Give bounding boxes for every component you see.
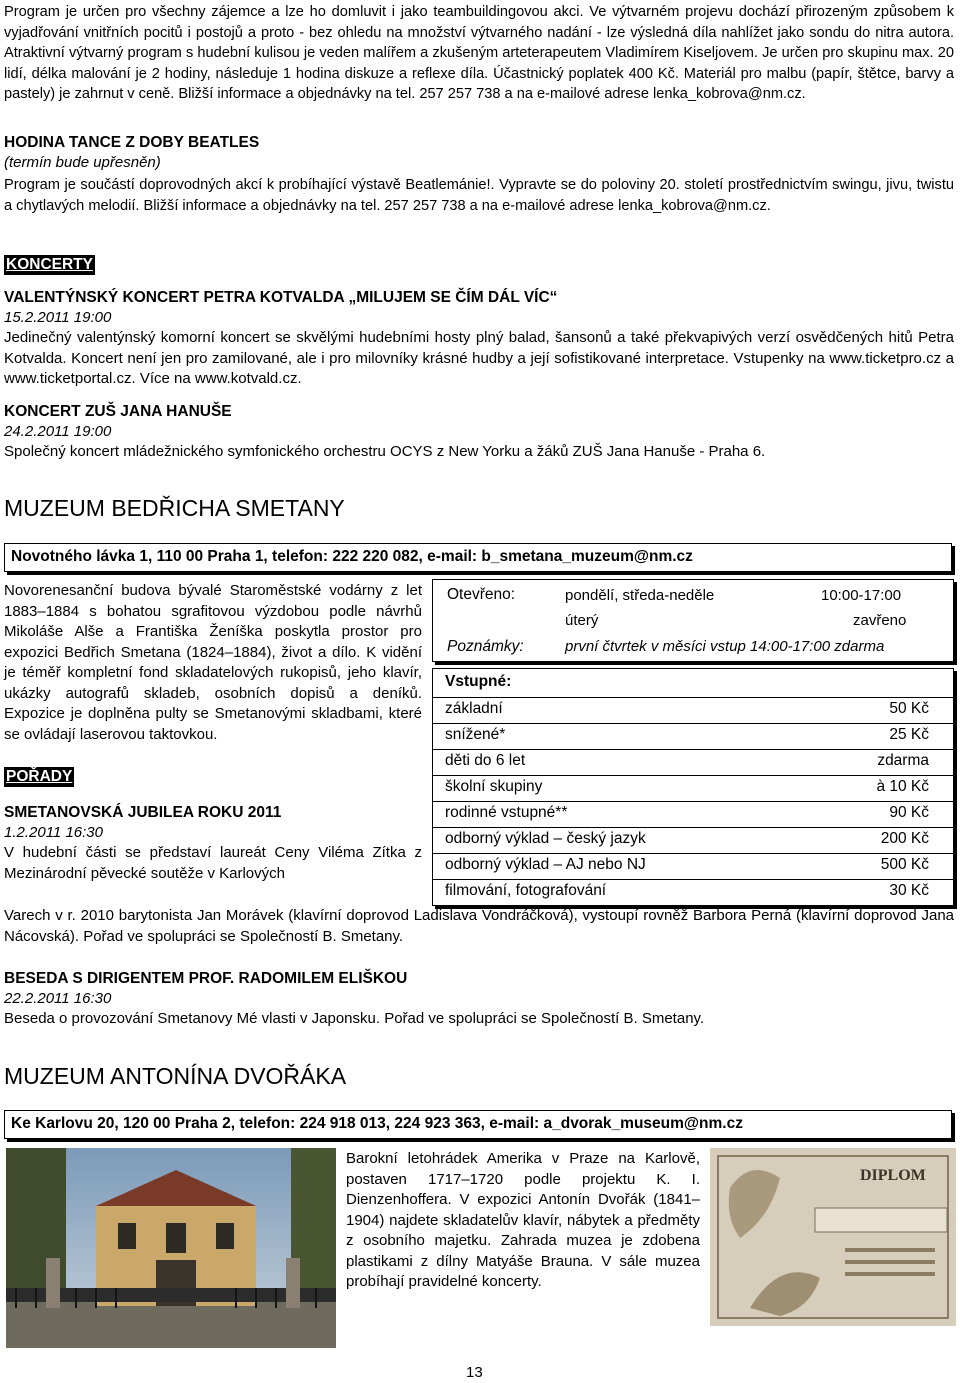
price-row [433,723,953,749]
zus-title: KONCERT ZUŠ JANA HANUŠE [4,403,232,420]
diploma-image [710,1148,956,1326]
admission-price-table [432,668,954,906]
beseda-title: BESEDA S DIRIGENTEM PROF. RADOMILEM ELIŠKOU [4,970,408,987]
price-row-price: zdarma [877,752,929,769]
open-time-1: 10:00-17:00 [821,587,902,604]
price-row [433,775,953,801]
dvorak-address-box [4,1110,952,1139]
beseda-date: 22.2.2011 16:30 [4,990,112,1007]
price-row-name: odborný výklad – český jazyk [445,830,646,847]
price-row-name: základní [445,700,503,717]
smetana-description: Novorenesanční budova bývalé Staroměstské vodárny z let 1883–1884 s bohatou sgrafitovou výzdobou podle návrhů Mikoláše Alše a Františka Ženíška poskytla prostor pro expozici Bedřich Smetana (1824–1884), život a dílo. K vidění je téměř kompletní fond skladatelových rukopisů, jeho klavír, ukázky autografů skladeb, osobních dopisů a deníků. Expozice je doplněna pulty se Smetanovými skladbami, které se ovládají laserovou taktovkou. [4,582,422,743]
jubilea-date: 1.2.2011 16:30 [4,824,103,841]
smetana-description-block [4,581,422,884]
zus-concert [4,402,954,463]
jubilea-continuation [4,906,954,947]
dvorak-address: Ke Karlovu 20, 120 00 Praha 2, telefon: 224 918 013, 224 923 363, e-mail: a_dvorak_museum@nm.cz [11,1115,743,1132]
price-row [433,749,953,775]
smetana-address-box [4,543,952,572]
diploma-heading: DIPLOM [860,1167,926,1184]
price-row-name: školní skupiny [445,778,543,795]
price-row-price: 30 Kč [889,882,929,899]
jubilea-text-left: V hudební části se představí laureát Ceny Viléma Zítka z Mezinárodní pěvecké soutěže v Karlových [4,844,422,882]
koncerty-label: KONCERTY [6,256,93,273]
zus-date: 24.2.2011 19:00 [4,423,112,440]
price-row [433,879,953,905]
price-row-name: rodinné vstupné** [445,804,568,821]
valentine-title: VALENTÝNSKÝ KONCERT PETRA KOTVALDA „MILUJEM SE ČÍM DÁL VÍC“ [4,289,558,306]
beatles-section [4,133,954,216]
open-label: Otevřeno: [447,586,516,603]
opening-hours-box [432,579,954,662]
beatles-date: (termín bude upřesněn) [4,154,161,171]
price-row-price: à 10 Kč [876,778,929,795]
price-row [433,697,953,723]
intro-section [4,2,954,105]
beseda-text: Beseda o provozování Smetanovy Mé vlasti v Japonsku. Pořad ve spolupráci se Společností B. Smetany. [4,1010,705,1027]
page-number: 13 [466,1364,483,1381]
price-row-name: filmování, fotografování [445,882,607,899]
smetana-title: MUZEUM BEDŘICHA SMETANY [4,495,345,521]
notes-label: Poznámky: [447,638,524,655]
admission-header: Vstupné: [445,673,512,690]
jubilea-text-full: Varech v r. 2010 barytonista Jan Morávek (klavírní doprovod Ladislava Vondráčková), vystoupí rovněž Barbora Perná (klavírní doprovod Jana Nácovská). Pořad ve spolupráci se Společností B. Smetany. [4,907,954,945]
price-row [433,827,953,853]
porady-heading [4,767,422,787]
valentine-concert [4,288,954,390]
beatles-text: Program je součástí doprovodných akcí k probíhající výstavě Beatlemánie!. Vypravte se do poloviny 20. století prostřednictvím swingu, jivu, twistu a chytlavých melodií. Bližší informace a objednávky na tel. 257 257 738 a na e-mailové adrese lenka_kobrova@nm.cz. [4,177,954,214]
jubilea-title: SMETANOVSKÁ JUBILEA ROKU 2011 [4,804,282,821]
villa-amerika-photo [6,1148,336,1348]
price-row [433,801,953,827]
smetana-address: Novotného lávka 1, 110 00 Praha 1, telefon: 222 220 082, e-mail: b_smetana_muzeum@nm.cz [11,548,693,565]
price-row-name: odborný výklad – AJ nebo NJ [445,856,646,873]
dvorak-description: Barokní letohrádek Amerika v Praze na Karlově, postaven 1717–1720 podle projektu K. I. Dienzenhoffera. V expozici Antonín Dvořák (1841–1904) najdete skladatelův klavír, nábytek a předměty z osobního majetku. Zahrada muzea je zdobena plastikami z dílny Matyáše Brauna. V sále muzea probíhají pravidelné koncerty. [346,1150,700,1290]
porady-label: POŘADY [6,768,73,785]
dvorak-title: MUZEUM ANTONÍNA DVOŘÁKA [4,1063,347,1089]
valentine-date: 15.2.2011 19:00 [4,309,112,326]
open-time-2: zavřeno [853,612,907,629]
beatles-title: HODINA TANCE Z DOBY BEATLES [4,134,260,151]
price-row-name: snížené* [445,726,506,743]
open-days-1: pondělí, středa-neděle [565,587,715,604]
price-row-price: 90 Kč [889,804,929,821]
notes-text: první čtvrtek v měsíci vstup 14:00-17:00 zdarma [565,638,885,655]
price-row-price: 500 Kč [880,856,929,873]
koncerty-heading [4,255,954,275]
open-days-2: úterý [565,612,599,629]
price-row-price: 50 Kč [889,700,929,717]
price-row-price: 25 Kč [889,726,929,743]
zus-text: Společný koncert mládežnického symfonického orchestru OCYS z New Yorku a žáků ZUŠ Jana Hanuše - Praha 6. [4,443,766,460]
price-row-name: děti do 6 let [445,752,526,769]
intro-text: Program je určen pro všechny zájemce a lze ho domluvit i jako teambuildingovou akci. Ve výtvarném projevu dochází přirozeným způsobem k vyjadřování vnitřních pocitů i postojů a proto - bez ohledu na množství výtvarného nadání - lze výsledná díla nahlížet jako sondu do nitra autora. Atraktivní výtvarný program s hudební kulisou je veden malířem a zkušeným arteterapeutem Vladimírem Kiseljovem. Je určen pro skupinu max. 20 lidí, délka malování je 2 hodiny, následuje 1 hodina diskuze a reflexe díla. Účastnický poplatek 400 Kč. Materiál pro malbu (papír, štětce, barvy a pastely) je zahrnut v ceně. Bližší informace a objednávky na tel. 257 257 738 a na e-mailové adrese lenka_kobrova@nm.cz. [4,4,954,102]
price-row [433,853,953,879]
beseda-section [4,969,954,1030]
price-row-price: 200 Kč [880,830,929,847]
dvorak-description-block [346,1149,700,1293]
valentine-text: Jedinečný valentýnský komorní koncert se skvělými hudebními hosty plný balad, šansonů a také překvapivých verzí osvědčených hitů Petra Kotvalda. Koncert není jen pro zamilované, ale i pro milovníky krásné hudby a její sofistikované interpretace. Vstupenky na www.ticketpro.cz a www.ticketportal.cz. Více na www.kotvald.cz. [4,329,954,387]
